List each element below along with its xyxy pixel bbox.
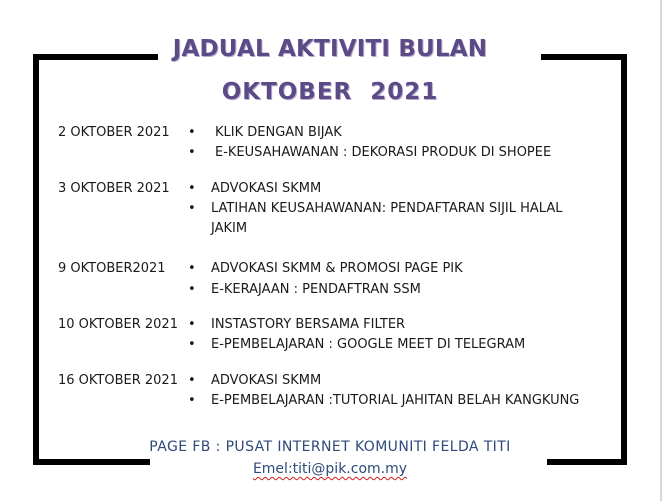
entry-item	[188, 125, 342, 140]
entry-item-text: LATIHAN KEUSAHAWANAN: PENDAFTARAN SIJIL HALAL	[211, 201, 563, 216]
entry-item-text: E-KERAJAAN : PENDAFTRAN SSM	[211, 282, 421, 297]
title-line-1: JADUAL AKTIVITI BULAN	[172, 36, 488, 62]
entry-date: 2 OKTOBER 2021	[58, 125, 170, 140]
entry-item-text: ADVOKASI SKMM & PROMOSI PAGE PIK	[211, 261, 463, 276]
entry-date: 16 OKTOBER 2021	[58, 373, 178, 388]
entry-item-text: ADVOKASI SKMM	[211, 373, 322, 388]
bullet-icon: •	[188, 125, 196, 140]
entry-item-text: INSTASTORY BERSAMA FILTER	[211, 317, 406, 332]
bullet-icon: •	[188, 181, 196, 196]
bullet-icon: •	[188, 201, 196, 216]
entry-item-continuation: JAKIM	[211, 221, 248, 236]
frame-top-right	[541, 54, 627, 60]
entry-date: 3 OKTOBER 2021	[58, 181, 170, 196]
entry-item	[188, 282, 421, 297]
bullet-icon: •	[188, 337, 196, 352]
entry-item	[188, 261, 463, 276]
frame-top-left	[33, 54, 158, 60]
entry-date: 9 OKTOBER2021	[58, 261, 166, 276]
bullet-icon: •	[188, 282, 196, 297]
footer-email-text: Emel:titi@pik.com.my	[252, 461, 408, 477]
entry-item-text: E-PEMBELAJARAN :TUTORIAL JAHITAN BELAH KANGKUNG	[211, 393, 580, 408]
entry-item	[188, 145, 551, 160]
entry-item-text: ADVOKASI SKMM	[211, 181, 322, 196]
bullet-icon: •	[188, 145, 196, 160]
bullet-icon: •	[188, 393, 196, 408]
bullet-icon: •	[188, 261, 196, 276]
entry-item	[188, 181, 321, 196]
entry-item	[188, 337, 525, 352]
entry-item	[188, 393, 579, 408]
entry-date: 10 OKTOBER 2021	[58, 317, 178, 332]
entry-item	[188, 373, 321, 388]
bullet-icon: •	[188, 317, 196, 332]
entry-item	[188, 201, 562, 216]
entry-item-text: E-PEMBELAJARAN : GOOGLE MEET DI TELEGRAM	[211, 337, 526, 352]
bullet-icon: •	[188, 373, 196, 388]
entry-item-text: KLIK DENGAN BIJAK	[215, 125, 342, 140]
entry-item-text: E-KEUSAHAWANAN : DEKORASI PRODUK DI SHOPEE	[215, 145, 552, 160]
frame-left	[33, 54, 39, 465]
entry-item	[188, 317, 405, 332]
footer-email	[40, 461, 620, 477]
footer-page-fb: PAGE FB : PUSAT INTERNET KOMUNITI FELDA TITI	[149, 439, 511, 455]
frame-right	[621, 54, 627, 465]
title-line-2: OKTOBER 2021	[221, 79, 439, 105]
